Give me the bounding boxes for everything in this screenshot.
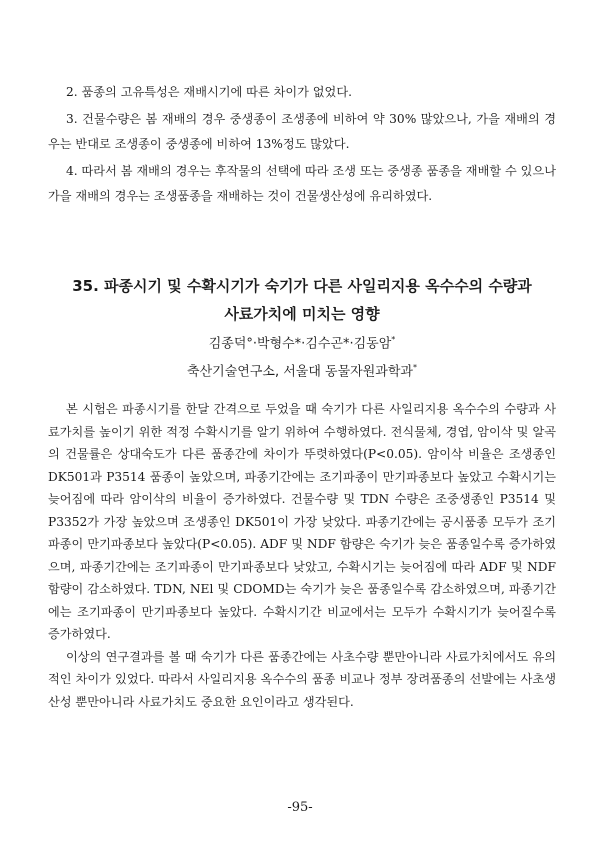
- body-paragraph: 이상의 연구결과를 볼 때 숙기가 다른 품종간에는 사초수량 뿐만아니라 사료가치에서도 유의적인 차이가 있었다. 따라서 사일리지용 옥수수의 품종 비교나 정부 장려품종의 선발에는 사초생산성 뿐만아니라 사료가치도 중요한 요인이라고 생각된다.: [48, 649, 556, 709]
- page-number: -95-: [287, 800, 313, 815]
- list-item: 4. 따라서 봄 재배의 경우는 후작물의 선택에 따라 조생 또는 중생종 품종을 재배할 수 있으나 가을 재배의 경우는 조생품종을 재배하는 것이 건물생산성에 유리하였다.: [48, 164, 556, 203]
- list-item: 2. 품종의 고유특성은 재배시기에 따른 차이가 없었다.: [66, 85, 352, 99]
- author-list: [48, 328, 556, 356]
- author-names: 김종덕°·박형수*·김수곤*·김동암: [208, 336, 392, 352]
- article-header: [48, 272, 556, 385]
- affiliation-text: 축산기술연구소, 서울대 동물자원과학과: [187, 364, 413, 380]
- abstract-body: [48, 398, 556, 713]
- body-paragraph: 본 시험은 파종시기를 한달 간격으로 두었을 때 숙기가 다른 사일리지용 옥수수의 수량과 사료가치를 높이기 위한 적정 수확시기를 알기 위하여 수행하였다. 전식물체, 경엽, 암이삭 및 알곡의 건물률은 상대숙도가 다른 품종간에 차이가 뚜렷하였다(P<0.05). 암이삭 비율은 조생종인 DK501과 P3514 품종이 높았으며, 파종기간에는 조기파종이 만기파종보다 높았고 수확시기는 늦어짐에 따라 암이삭의 비율이 증가하였다. 건물수량 및 TDN 수량은 조중생종인 P3514 및 P3352가 가장 높았으며 조생종인 DK501이 가장 낮았다. 파종기간에는 공시품종 모두가 조기파종이 만기파종보다 높았다(P<0.05). ADF 및 NDF 함량은 숙기가 늦은 품종일수록 증가하였으며, 파종기간에는 조기파종이 만기파종보다 낮았고, 수확시기는 늦어짐에 따라 ADF 및 NDF 함량이 감소하였다. TDN, NEl 및 CDOMD는 숙기가 늦은 품종일수록 감소하였으며, 파종기간에는 조기파종이 만기파종보다 높았다. 수확시기간 비교에서는 모두가 수확시기가 늦어질수록 증가하였다.: [48, 402, 556, 641]
- list-item: 3. 건물수량은 봄 재배의 경우 중생종이 조생종에 비하여 약 30% 많았으나, 가을 재배의 경우는 반대로 조생종이 중생종에 비하여 13%정도 많았다.: [48, 112, 556, 151]
- article-title-line-1: 35. 파종시기 및 수확시기가 숙기가 다른 사일리지용 옥수수의 수량과: [72, 277, 532, 295]
- affiliation-footnote-mark: *: [412, 363, 417, 373]
- affiliation: [48, 356, 556, 384]
- author-footnote-mark: *: [391, 335, 396, 344]
- article-title-line-2: 사료가치에 미치는 영향: [224, 305, 380, 323]
- conclusion-list: [48, 80, 556, 211]
